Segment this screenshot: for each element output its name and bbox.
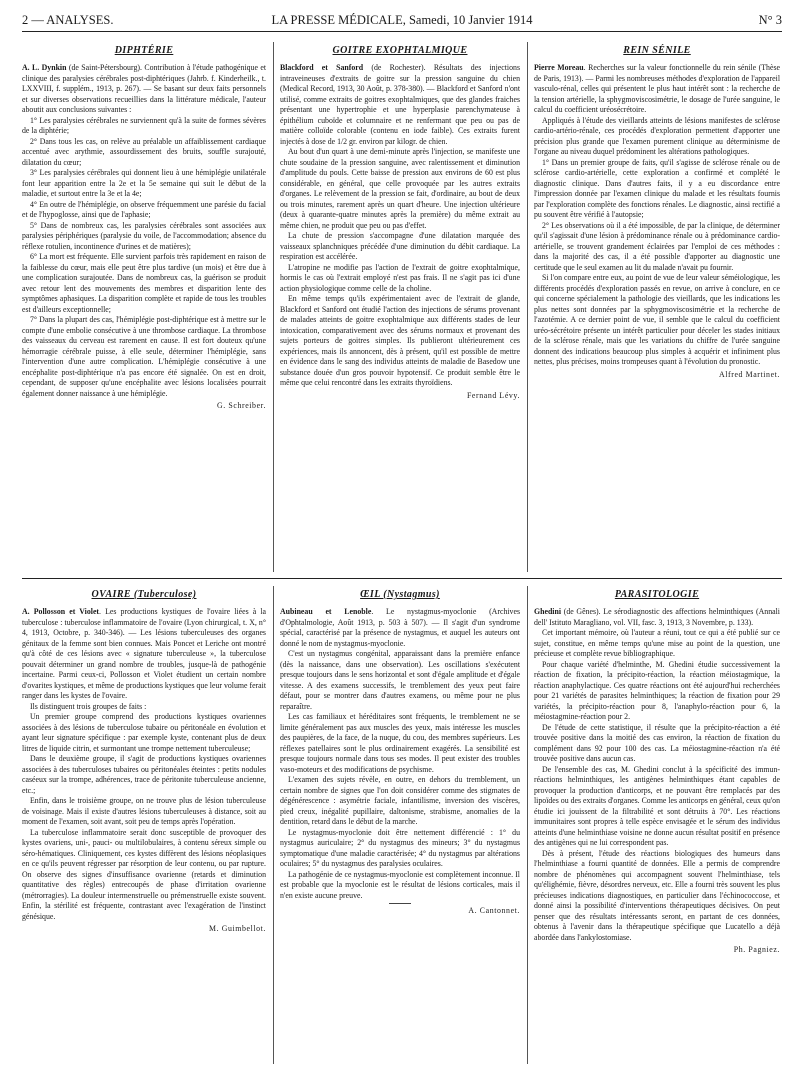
paragraph: 2° Dans tous les cas, on relève au préalable un affaiblissement cardiaque accentué avec arythmie, assourdissement des bruits, souffle surajouté, dilatation du cœur; <box>22 136 266 167</box>
paragraph: C'est un nystagmus congénital, apparaissant dans la première enfance (dès la naissance, dans une observation). Les oscillations s'exécutent presque toujours dans le sens horizontal et sont d'égale amplitude et d'égale vitesse. A des examens successifs, le tremblement des yeux peut faire défaut, pour se montrer dans d'autres examens, ou même pour ne plus reparaître. <box>280 649 520 711</box>
article-ovaire <box>22 588 266 1066</box>
article-signature: Alfred Martinet. <box>718 369 780 379</box>
paragraph: L'examen des sujets révèle, en outre, en dehors du tremblement, un certain nombre de signes que l'on doit considérer comme des stigmates de dégénérescence : asymétrie faciale, infantilisme, inversion des viscères, pied creux, inégalité pupillaire, daltonisme, strabisme, anomalies de la dentition, retard dans le début de la marche. <box>280 775 520 827</box>
paragraph: De l'ensemble des cas, M. Ghedini conclut à la spécificité des immun-réactions helminthiques, les antigènes helminthiques étant capables de provoquer la production d'anticorps, et ne pouvant être remplacés par des lipoïdes ou des extraits d'organes. Comme les anticorps en général, ceux qu'on étudie ici jouissent de la filtrabilité et sont détruits à 70°. Les réactions immunitaires sont propres à telle espèce envisagée et le sérum des individus atteints d'une helminthiase voisine ne donne aucun résultat positif en présence des antigènes qui ne lui correspondent pas. <box>534 764 780 848</box>
article-author: Pierre Moreau <box>534 63 584 73</box>
paragraph: La pathogénie de ce nystagmus-myoclonie est complètement inconnue. Il est probable que la myoclonie est le résultat de lésions corticales, mais il n'en existe aucune preuve. <box>280 869 520 900</box>
paragraph: La tuberculose inflammatoire serait donc susceptible de provoquer des kystes ovariens, uni-, pauci- ou multilobulaires, à contenu séreux simple ou séro-hématiques. Cliniquement, ces kystes diffèrent des lésions néoplasiques en ce qu'ils peuvent régresser par résorption de leur contenu, ou par rupture. On observe des signes d'insuffisance ovarienne (retards et diminution quantitative des règles) entrecoupés de phase d'irritation ovarienne (métrorragies). La douleur intermenstruelle ou prémenstruelle existe souvent. Enfin, la stérilité est fréquente, contrastant avec l'exagération de l'instinct génésique. <box>22 827 266 921</box>
paragraph: Cet important mémoire, où l'auteur a réuni, tout ce qui a été publié sur ce sujet, constitue, en même temps qu'une mise au point de la question, une précieuse et complète revue bibliographique. <box>534 628 780 659</box>
paragraph: Ils distinguent trois groupes de faits : <box>30 701 147 711</box>
paragraph: Un premier groupe comprend des productions kystiques ovariennes associées à des lésions de tuberculose tubaire ou péritonéale en évolution et ayant leur signature spécifique : par exemple kyste, contenant plus de deux litres de liquide citrin, et surmontant une trompe nettement tuberculeuse; <box>22 712 266 753</box>
journal-title-date: LA PRESSE MÉDICALE, Samedi, 10 Janvier 1914 <box>271 13 533 27</box>
section-divider <box>22 578 782 579</box>
paragraph: En même temps qu'ils expérimentaient avec de l'extrait de glande, Blackford et Sanford ont étudié l'action des injections de sérums provenant de malades atteints de goitre exophtalmique aux différents stades de leur intoxication, comparativement avec des sérums normaux et provenant des sujets porteurs de goitres simples. Ils publieront ultérieurement ces expériences, mais ils annoncent, dès à présent, qu'il est possible de mettre en évidence dans le sang des individus atteints de maladie de Basedow une substance douée d'un gros pouvoir hypotensif. Ce produit semble être le même que celui rencontré dans les extraits thyroïdiens. <box>280 294 520 388</box>
column-divider <box>527 42 528 572</box>
paragraph: Le nystagmus-myoclonie doit être nettement différencié : 1° du nystagmus auriculaire; 2° du nystagmus des mineurs; 3° du nystagmus symptomatique d'une maladie caractérisée; 4° du nystagmus par altérations oculaires; 5° du nystagmus des paralysies oculaires. <box>280 827 520 869</box>
article-signature: Fernand Lévy. <box>466 390 520 400</box>
paragraph: Dès à présent, l'étude des réactions biologiques des humeurs dans l'helminthiase a fourni quantité de données. Elle a permis de comprendre nombre de phénomènes qui accompagnent souvent l'helminthiase, tels qu'élighémie, fièvre, désordres nerveux, etc. Elle a fourni très souvent les plus précieuses indications diagnostiques, en particulier dans l'échinococcose, et donné ainsi la possibilité d'interventions thérapeutiques décisives. On peut penser que des résultats intéressants seront, en partant de ces données, obtenus à l'avenir dans la thérapeutique spécifique que Lucatello a déjà abordée dans l'ankylostomiase. <box>534 848 780 942</box>
article-lead: A. L. Dynkin (de Saint-Pétersbourg). Contribution à l'étude pathogénique et clinique des paralysies cérébrales post-diphtériques (Jahrb. f. Kinderheilk., t. LXXVIII, f. supplém., 1913, p. 267). — Se basant sur deux faits personnels et sur diverses observations recueillies dans la littérature médicale, l'auteur aboutit aux conclusions suivantes : <box>22 63 266 115</box>
paragraph: Si l'on compare entre eux, au point de vue de leur valeur séméiologique, les différents procédés d'exploration passés en revue, on arrive à conclure, en ce qui concerne spécialement la pathologie des vieillards, que les indications les plus nettes sont données par la sphygmoviscosimétrie et la recherche de l'azotémie. A ce dernier point de vue, il semble que le calcul du coefficient uréo-sécrétoire présente un intérêt particulier pour déceler les stades initiaux de la sclérose rénale, mais que les variations du chiffre de l'urée sanguine donnent des indications beaucoup plus simples à acquérir et infiniment plus nettes, plus précises, moins trompeuses quant à l'évolution du pronostic. <box>534 273 780 367</box>
paragraph: 4° En outre de l'hémiplégie, on observe fréquemment une parésie du facial et de l'hypoglosse, ainsi que de l'aphasie; <box>22 199 266 220</box>
paragraph: De l'étude de cette statistique, il résulte que la précipito-réaction a été trouvée positive dans la moitié des cas environ, la réaction de fixation du complément dans 92 pour 100 des cas. La méiostagmine-réaction n'a été trouvée positive dans aucun cas. <box>534 722 780 764</box>
section-title: DIPHTÉRIE <box>114 45 174 56</box>
article-signature: Ph. Pagniez. <box>733 945 780 955</box>
page-number-section: 2 — ANALYSES. <box>22 13 114 27</box>
paragraph: 7° Dans la plupart des cas, l'hémiplégie post-diphtérique est à mettre sur le compte d'une embolie consécutive à une thrombose cardiaque. La thrombose des vaisseaux du cerveau est rarement en cause. Il est fort douteux qu'une hémorragie cérébrale puisse, à elle seule, déterminer l'hémiplégie, sans l'intervention d'une autre complication. L'hémiplégie consécutive à une encéphalite post-diphtérique n'a pas encore été signalée. On est en droit, cependant, de supposer qu'une encéphalite avec lésions localisées pourrait également donner naissance à une hémiplégie. <box>22 315 266 398</box>
article-author: Blackford et Sanford <box>280 63 364 73</box>
end-rule <box>389 903 411 904</box>
section-title: PARASITOLOGIE <box>614 589 700 600</box>
article-parasitologie <box>534 588 780 1066</box>
section-title: ŒIL (Nystagmus) <box>360 589 440 600</box>
article-author: Ghedini <box>534 607 562 617</box>
paragraph: Appliqués à l'étude des vieillards atteints de lésions manifestes de sclérose cardio-artério-rénale, ces procédés d'exploration permettent d'apporter une précision plus grande que l'examen purement clinique au déterminisme de l'organe au niveau duquel prédominent les altérations pathologiques. <box>534 115 780 157</box>
paragraph: Pour chaque variété d'helminthe, M. Ghedini étudie successivement la réaction de fixation, la précipito-réaction, la réaction méiostagmique, la réaction anaphylactique. Ces quatre réactions ont été aujourd'hui recherchées pour 21 variétés de parasites helminthiques; la réaction de fixation pour 29 variétés, la précipito-réaction pour 8, l'anaphylo-réaction pour 6, la méiostagmine-réaction pour 2. <box>534 659 780 722</box>
section-title: OVAIRE (Tuberculose) <box>91 589 197 600</box>
paragraph: Dans le deuxième groupe, il s'agit de productions kystiques ovariennes associées à des tuberculoses tubaires ou péritonéales éteintes : petits nodules caséeux sur la trompe, adhérences, trace de péritonite tuberculeuse ancienne, etc.; <box>22 754 266 795</box>
paragraph: Enfin, dans le troisième groupe, on ne trouve plus de lésion tuberculeuse de voisinage. Mais il existe d'autres lésions tuberculeuses à distance, soit au moment de l'examen, soit avant, soit peu de temps après l'opération. <box>22 796 266 827</box>
article-diphterie <box>22 44 266 574</box>
article-signature: A. Cantonnet. <box>468 906 520 916</box>
article-lead: A. Pollosson et Violet. Les productions kystiques de l'ovaire liées à la tuberculose : tuberculose inflammatoire de l'ovaire (Lyon chirurgical, t. X, n° 4, 1913, Octobre, p. 340-346). — Les lésions tuberculeuses des organes génitaux de la femme sont bien connues. Mais Poncet et Leriche ont montré qu'à côté de ces lésions avec « signature tuberculeuse », la tuberculose pouvait déterminer un grand nombre de troubles, jusque-là de pathogénie incertaine. Parmi ceux-ci, Pollosson et Violet étudient un certain nombre d'ovarites kystiques, et même de productions kystiques que leur volume ferait ranger dans les kystes de l'ovaire. <box>22 607 266 701</box>
section-title: REIN SÉNILE <box>623 45 691 56</box>
page-header <box>22 11 782 32</box>
issue-number: N° 3 <box>758 13 782 27</box>
paragraph: La chute de pression s'accompagne d'une dilatation marquée des vaisseaux splanchniques précédée d'une diminution du débit cardiaque. La respiration est accélérée. <box>280 231 520 262</box>
column-divider <box>273 586 274 1064</box>
article-signature: M. Guimbellot. <box>209 924 266 934</box>
paragraph: 1° Les paralysies cérébrales ne surviennent qu'à la suite de formes sévères de la diphtérie; <box>22 115 266 136</box>
paragraph: 3° Les paralysies cérébrales qui donnent lieu à une hémiplégie unilatérale font leur apparition entre la 2e et la 5e semaine qui suit le début de la maladie, et surtout entre la 3e et la 4e; <box>22 168 266 199</box>
article-oeil <box>280 588 520 1066</box>
column-divider <box>527 586 528 1064</box>
article-lead: Aubineau et Lenoble. Le nystagmus-myoclonie (Archives d'Ophtalmologie, Août 1913, p. 503 à 507). — Il s'agit d'un syndrome spécial, caractérisé par la présence de nystagmus, et auquel les auteurs ont donné le nom de nystagmus-myoclonie. <box>280 607 520 648</box>
article-lead: Pierre Moreau. Recherches sur la valeur fonctionnelle du rein sénile (Thèse de Paris, 1913). — Parmi les nombreuses méthodes d'exploration de l'appareil vasculo-rénal, celles qui présentent le plus haut intérêt sont : la recherche de la tension artérielle, la sphygmoviscosimétrie, le dosage de l'urée sanguine, le calcul du coefficient uréosécrétoire. <box>534 63 780 115</box>
article-goitre <box>280 44 520 574</box>
article-author: Aubineau et Lenoble <box>280 607 372 617</box>
article-author: A. Pollosson et Violet <box>22 607 100 617</box>
paragraph: 1° Dans un premier groupe de faits, qu'il s'agisse de sclérose rénale ou de sclérose cardio-artérielle, cette exploration a confirmé et complété le diagnostic clinique. Dans d'autres faits, il y a eu discordance entre l'impression donnée par l'examen clinique du malade et les résultats fournis par l'exploration complète des fonctions rénales. Le diagnostic, ainsi rectifié a pu souvent être vérifié à l'autopsie; <box>534 157 780 220</box>
article-rein-senile <box>534 44 780 574</box>
article-signature: G. Schreiber. <box>217 401 266 411</box>
article-lead: Blackford et Sanford (de Rochester). Résultats des injections intraveineuses d'extraits de goitre sur la pression sanguine du chien (Medical Record, 1913, 30 Août, p. 378-380). — Blackford et Sanford n'ont utilisé, comme extraits de goitres exophtalmiques, que des glandes fraiches présentant une hypertrophie et une hyperplasie parenchymateuse à épithélium cuboïde et columnaire et ne renfermant que peu ou pas de matière colloïde colorable (contenu en iode faible). Ces extraits furent injectés à dose de 1/2 gr. environ par kilogr. de chien. <box>280 63 520 146</box>
section-title: GOITRE EXOPHTALMIQUE <box>332 45 468 56</box>
paragraph: 6° La mort est fréquente. Elle survient parfois très rapidement en raison de la faiblesse du cœur, mais elle peut être plus tardive (un mois) et être due à une complication surajoutée. Dans de nombreux cas, la guérison se produit avec retour lent des mouvements des membres et disparition lente des symptômes aphasiques. La disparition complète et rapide de tous les troubles est d'ailleurs exceptionnelle; <box>22 252 266 314</box>
article-author: A. L. Dynkin <box>22 63 67 73</box>
article-lead: Ghedini (de Gênes). Le sérodiagnostic des affections helminthiques (Annali dell' Istituto Maragliano, vol. VII, fasc. 3, 1913, 3 Novembre, p. 133). <box>534 607 780 627</box>
paragraph: 5° Dans de nombreux cas, les paralysies cérébrales sont associées aux paralysies périphériques (paralysie du voile, de l'accommodation; absence du réflexe rotulien, incontinence d'urines et de matières); <box>22 220 266 251</box>
paragraph: 2° Les observations où il a été impossible, de par la clinique, de déterminer qu'il s'agissait d'une lésion à prédominance rénale ou à prédominance cardio-artérielle, se trouvent grandement éclairées par l'emploi de ces méthodes : dans la majorité des cas, il a été possible d'apporter au diagnostic une certitude que le seul examen au lit du malade n'avait pu fournir. <box>534 220 780 272</box>
paragraph: Les cas familiaux et héréditaires sont fréquents, le tremblement ne se limite généralement pas aux muscles des yeux, mais intéresse les muscles des paupières, de la face, de la nuque, du cou, des membres supérieurs. Les réflexes patellaires sont le plus ordinairement exagérés. La sensibilité est presque toujours normale dans tous ses modes. Il peut exister des troubles vaso-moteurs et des modifications de psychisme. <box>280 712 520 774</box>
column-divider <box>273 42 274 572</box>
paragraph: L'atropine ne modifie pas l'action de l'extrait de goitre exophtalmique, hormis le cas où l'extrait employé n'est pas frais. Il ne s'agit pas ici d'une action physiologique comme celle de la choline. <box>280 262 520 293</box>
paragraph: Au bout d'un quart à une demi-minute après l'injection, se manifeste une chute soudaine de la pression sanguine, avec ralentissement et diminution d'amplitude du pouls. Cette baisse de pression aux environs de 60 est plus considérable, en général, que celle provoquée par les autres extraits d'organes. Le relèvement de la pression se fait, d'ordinaire, au bout de deux ou trois minutes, rarement après un quart d'heure. Une injection ultérieure (deux à quarante-quatre minutes après la première) du même extrait au même chien, ne produit que peu ou pas d'effet. <box>280 147 520 230</box>
